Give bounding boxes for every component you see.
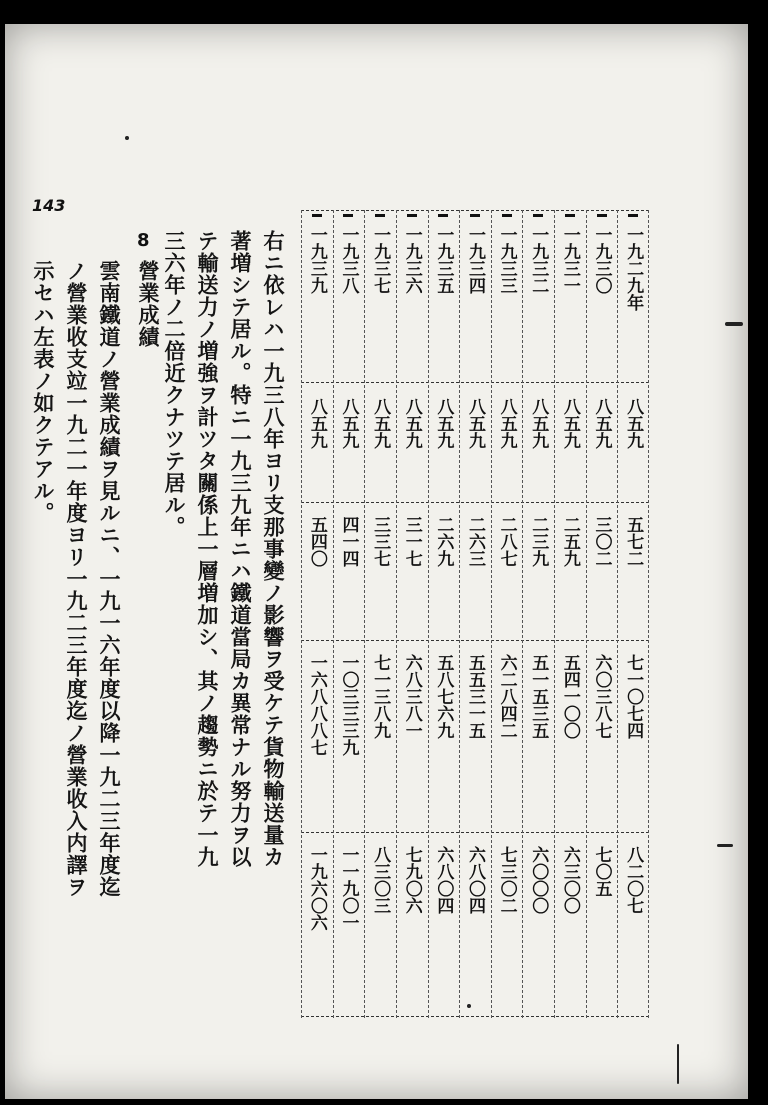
table-cell: 二六九: [433, 516, 454, 567]
table-cell: 七九〇六: [401, 846, 422, 914]
table-cell: 八五九: [338, 398, 359, 449]
column-head-mark: [597, 214, 607, 217]
column-head-mark: [343, 214, 353, 217]
text-column: 三六年ノ二倍近クナツテ居ル。: [162, 230, 187, 538]
table-cell: 八五九: [370, 398, 391, 449]
table-cell: 八五九: [496, 398, 517, 449]
speck: [125, 136, 129, 140]
table-cell: 六八〇四: [433, 846, 454, 914]
speck: [725, 322, 743, 326]
text-column: ノ營業收支竝一九二一年度ヨリ一九二三年度迄ノ營業收入内譯ヲ: [64, 260, 89, 898]
table-cell: 六二八四二: [496, 654, 517, 739]
table-cell: 一一九〇一: [338, 846, 359, 931]
table-cell: 八五九: [433, 398, 454, 449]
column-head-mark: [312, 214, 322, 217]
column-head-mark: [628, 214, 638, 217]
table-cell: 八五九: [528, 398, 549, 449]
table-cell: 八五九: [465, 398, 485, 449]
table-cell: 三〇二: [591, 516, 612, 567]
table-cell: 三三七: [370, 516, 391, 567]
table-column-divider: [491, 210, 492, 1018]
table-column-divider: [586, 210, 587, 1018]
statistics-table: [301, 210, 649, 1018]
table-cell: 一〇三三三九: [338, 654, 359, 756]
table-cell: 一九三九: [306, 226, 327, 294]
table-column-divider: [364, 210, 365, 1018]
table-column-divider: [554, 210, 555, 1018]
text-column: 右ニ依レハ一九三八年ヨリ支那事變ノ影響ヲ受ケテ貨物輸送量カ: [261, 230, 286, 868]
column-head-mark: [407, 214, 417, 217]
page-number: 143: [32, 196, 66, 215]
table-cell: 二三九: [528, 516, 549, 567]
table-cell: 八二〇七: [623, 846, 644, 914]
table-cell: 一九三二: [528, 226, 549, 294]
table-cell: 一九三八: [338, 226, 359, 294]
text-column: テ輸送力ノ増強ヲ計ツタ關係上一層増加シ、其ノ趨勢ニ於テ一九: [195, 230, 220, 868]
column-head-mark: [565, 214, 575, 217]
table-cell: 八五九: [623, 398, 644, 449]
column-head-mark: [470, 214, 480, 217]
table-cell: 四一四: [338, 516, 359, 567]
text-column: 示セハ左表ノ如クテアル。: [31, 260, 56, 524]
column-head-mark: [533, 214, 543, 217]
table-cell: 二八七: [496, 516, 517, 567]
table-column-divider: [333, 210, 334, 1018]
table-cell: 三一七: [401, 516, 422, 567]
table-cell: 一九六〇六: [306, 846, 327, 931]
table-cell: 六三〇〇: [559, 846, 580, 914]
table-column-divider: [459, 210, 460, 1018]
table-cell: 七一三八九: [370, 654, 391, 739]
table-column-divider: [617, 210, 618, 1018]
table-cell: 八三〇三: [370, 846, 391, 914]
table-cell: 八五九: [591, 398, 612, 449]
table-cell: 八五九: [306, 398, 327, 449]
section-heading: 營業成績: [136, 260, 161, 348]
table-cell: 七〇五: [591, 846, 612, 897]
column-head-mark: [438, 214, 448, 217]
table-cell: 一九三五: [433, 226, 454, 294]
text-column: 著増シテ居ル。特ニ一九三九年ニハ鐵道當局カ異常ナル努力ヲ以: [228, 230, 253, 868]
table-cell: 五一五三五: [528, 654, 549, 739]
speck: [717, 844, 733, 847]
table-cell: 七三〇二: [496, 846, 517, 914]
table-cell: 一九三一: [559, 226, 580, 294]
table-cell: 七一〇七四: [623, 654, 644, 739]
table-cell: 五七二: [623, 516, 644, 567]
table-column-divider: [428, 210, 429, 1018]
table-cell: 五八七六九: [433, 654, 454, 739]
table-cell: 一九三七: [370, 226, 391, 294]
table-cell: 五四〇: [306, 516, 327, 567]
table-cell: 八五九: [559, 398, 580, 449]
column-head-mark: [502, 214, 512, 217]
table-cell: 六〇三八七: [591, 654, 612, 739]
column-head-mark: [375, 214, 385, 217]
table-column-divider: [396, 210, 397, 1018]
document-page: [5, 24, 748, 1099]
table-cell: 六〇〇〇: [528, 846, 549, 914]
table-cell: 六八〇四: [465, 846, 485, 914]
table-cell: 六八三八一: [401, 654, 422, 739]
text-column: 雲南鐵道ノ營業成績ヲ見ルニ、一九一六年度以降一九二三年度迄: [97, 260, 122, 898]
table-cell: 一九三四: [465, 226, 485, 294]
table-cell: 一九二九年: [623, 226, 644, 311]
table-column-divider: [522, 210, 523, 1018]
table-cell: 一六八八八七: [306, 654, 327, 756]
table-cell: 五四一〇〇: [559, 654, 580, 739]
table-cell: 一九三〇: [591, 226, 612, 294]
table-cell: 二五九: [559, 516, 580, 567]
table-cell: 五五三一五: [465, 654, 485, 739]
speck: [677, 1044, 679, 1084]
table-cell: 一九三六: [401, 226, 422, 294]
section-number: 8: [137, 230, 150, 251]
table-cell: 八五九: [401, 398, 422, 449]
table-cell: 二六三: [465, 516, 485, 567]
table-cell: 一九三三: [496, 226, 517, 294]
